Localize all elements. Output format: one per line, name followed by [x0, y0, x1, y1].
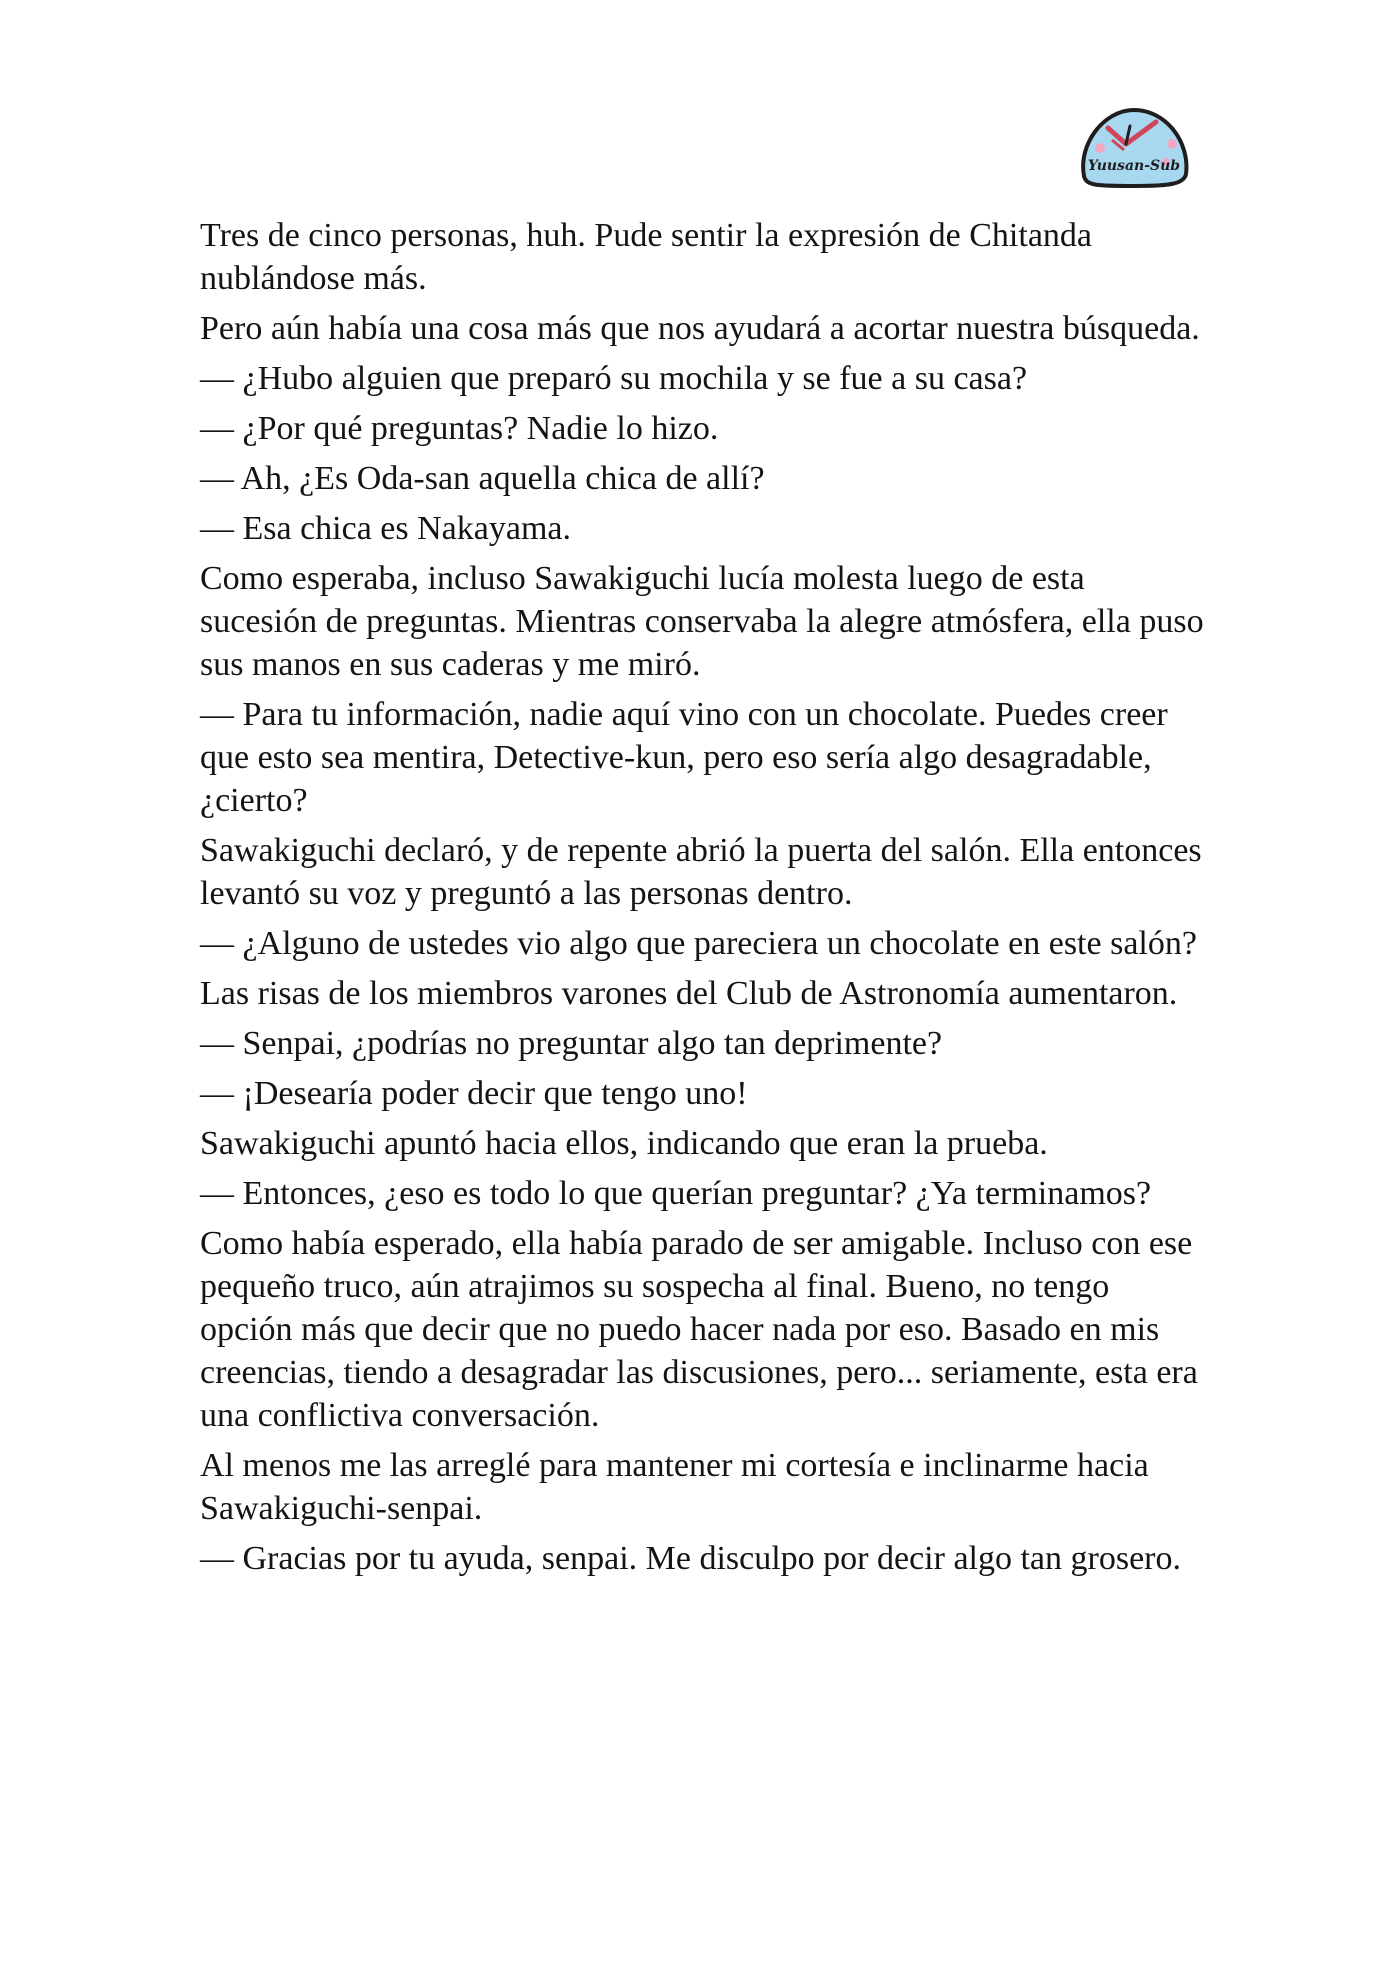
- scanlation-logo: [1074, 104, 1194, 194]
- dialogue-line: — Esa chica es Nakayama.: [200, 510, 571, 547]
- dialogue-line: — Para tu información, nadie aquí vino con un chocolate. Puedes creer que esto sea mentira, Detective-kun, pero eso sería algo desagradable, ¿cierto?: [200, 696, 1168, 819]
- paragraph: Pero aún había una cosa más que nos ayudará a acortar nuestra búsqueda.: [200, 310, 1200, 347]
- dialogue-line: — ¿Hubo alguien que preparó su mochila y se fue a su casa?: [200, 360, 1028, 397]
- paragraph: Sawakiguchi apuntó hacia ellos, indicando que eran la prueba.: [200, 1125, 1048, 1162]
- dialogue-line: — ¿Por qué preguntas? Nadie lo hizo.: [200, 410, 719, 447]
- svg-text:Yuusan-Sub: Yuusan-Sub: [1087, 158, 1181, 174]
- dialogue-line: — Entonces, ¿eso es todo lo que querían preguntar? ¿Ya terminamos?: [200, 1175, 1152, 1212]
- paragraph: Tres de cinco personas, huh. Pude sentir la expresión de Chitanda nublándose más.: [200, 217, 1093, 297]
- paragraph: Como esperaba, incluso Sawakiguchi lucía molesta luego de esta sucesión de preguntas. Mientras conservaba la alegre atmósfera, ella puso sus manos en sus caderas y me miró.: [200, 560, 1204, 683]
- paragraph: Al menos me las arreglé para mantener mi cortesía e inclinarme hacia Sawakiguchi-senpai.: [200, 1447, 1149, 1527]
- paragraph: Sawakiguchi declaró, y de repente abrió la puerta del salón. Ella entonces levantó su voz y preguntó a las personas dentro.: [200, 832, 1202, 912]
- dialogue-line: — Gracias por tu ayuda, senpai. Me disculpo por decir algo tan grosero.: [200, 1540, 1181, 1577]
- paragraph: Como había esperado, ella había parado de ser amigable. Incluso con ese pequeño truco, aún atrajimos su sospecha al final. Bueno, no tengo opción más que decir que no puedo hacer nada por eso. Basado en mis creencias, tiendo a desagradar las discusiones, pero... seriamente, esta era una conflictiva conversación.: [200, 1225, 1198, 1434]
- dialogue-line: — Senpai, ¿podrías no preguntar algo tan deprimente?: [200, 1025, 943, 1062]
- dialogue-line: — Ah, ¿Es Oda-san aquella chica de allí?: [200, 460, 765, 497]
- dialogue-line: — ¡Desearía poder decir que tengo uno!: [200, 1075, 748, 1112]
- story-text: [200, 214, 1210, 1587]
- paragraph: Las risas de los miembros varones del Club de Astronomía aumentaron.: [200, 975, 1178, 1012]
- dialogue-line: — ¿Alguno de ustedes vio algo que pareciera un chocolate en este salón?: [200, 925, 1197, 962]
